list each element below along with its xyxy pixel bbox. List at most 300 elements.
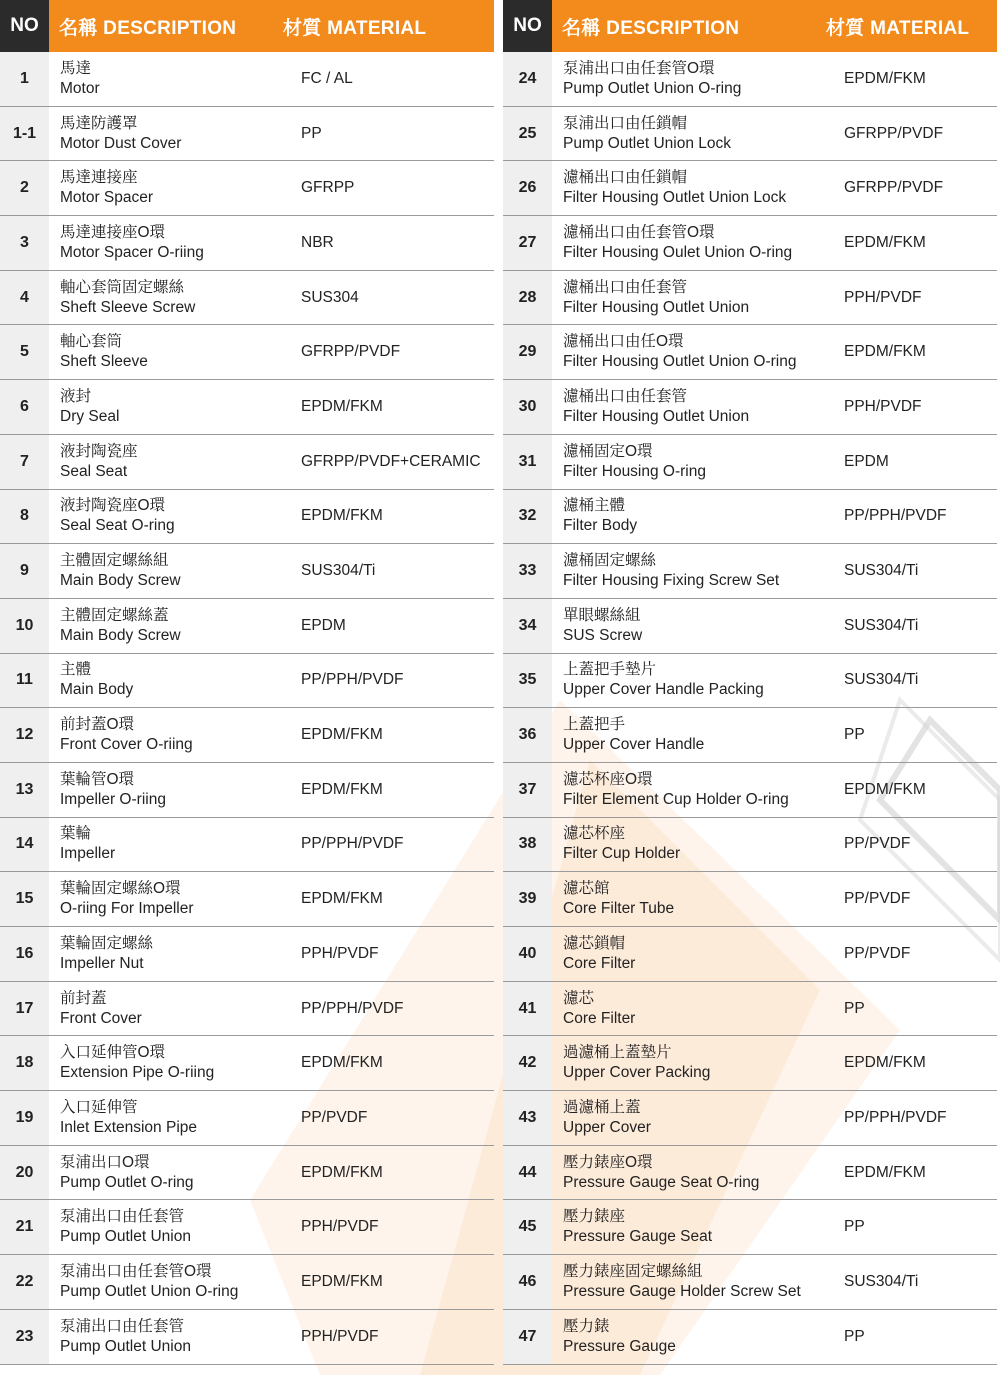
part-name-english: Sheft Sleeve [60,353,148,371]
part-name-english: Inlet Extension Pipe [60,1118,198,1136]
part-description [552,1255,844,1309]
part-name-english: Filter Housing Outlet Union [563,407,750,425]
part-name-chinese: 主體 [60,661,92,679]
part-description [552,380,844,434]
part-material: PP [844,1218,865,1236]
part-name-chinese: 液封 [60,387,92,405]
part-name-english: Core Filter [563,1009,636,1027]
table-row [503,763,997,818]
part-material: EPDM/FKM [844,1054,926,1072]
part-description [552,927,844,981]
part-description [552,325,844,379]
table-row [0,818,494,873]
table-row [0,982,494,1037]
table-row [0,872,494,927]
part-description [552,599,844,653]
part-name-chinese: 壓力錶座 [563,1208,626,1226]
part-material: PPH/PVDF [301,1218,379,1236]
part-description [49,872,301,926]
table-row [0,216,494,271]
table-row [0,1200,494,1255]
part-number: 11 [0,654,49,708]
part-name-english: Filter Body [563,517,638,535]
table-row [503,599,997,654]
part-name-english: Pump Outlet Union [60,1337,191,1355]
part-name-english: Motor Dust Cover [60,134,182,152]
part-name-english: Impeller [60,845,116,863]
part-material: EPDM/FKM [844,69,926,87]
part-name-chinese: 泵浦出口由任鎖帽 [563,114,688,132]
part-description [552,872,844,926]
part-material: PP/PPH/PVDF [301,835,404,853]
table-header-left [0,0,494,52]
part-name-english: Motor [60,79,100,97]
part-number: 32 [503,490,552,544]
part-number: 39 [503,872,552,926]
part-material: PP/PVDF [301,1108,368,1126]
part-name-english: Main Body Screw [60,626,181,644]
part-name-chinese: 泵浦出口O環 [60,1153,150,1171]
part-description [552,1200,844,1254]
part-description [552,1036,844,1090]
table-row [503,654,997,709]
table-row [503,982,997,1037]
part-description [49,490,301,544]
part-name-chinese: 入口延伸管O環 [60,1044,166,1062]
part-name-english: Filter Housing Fixing Screw Set [563,572,780,590]
part-name-english: Filter Cup Holder [563,845,681,863]
part-name-chinese: 過濾桶上蓋 [563,1098,641,1116]
part-description [49,1310,301,1364]
part-name-chinese: 葉輪管O環 [60,770,135,788]
part-name-chinese: 濾芯杯座O環 [563,770,653,788]
part-name-english: Seal Seat O-ring [60,517,175,535]
part-description [552,1146,844,1200]
part-number: 1 [0,52,49,106]
header-description: 名稱 DESCRIPTION [59,17,237,39]
part-description [49,1200,301,1254]
part-material: EPDM/FKM [301,890,383,908]
part-number: 16 [0,927,49,981]
part-name-chinese: 液封陶瓷座O環 [60,497,166,515]
part-number: 10 [0,599,49,653]
part-name-chinese: 馬達連接座O環 [60,223,166,241]
part-material: EPDM/FKM [844,343,926,361]
part-name-chinese: 濾桶主體 [563,497,626,515]
part-material: PPH/PVDF [301,1327,379,1345]
part-name-english: Main Body [60,681,134,699]
table-row [503,325,997,380]
part-material: SUS304 [301,288,359,306]
table-row [503,1310,997,1365]
part-material: PP [844,1327,865,1345]
part-name-chinese: 液封陶瓷座 [60,442,138,460]
part-number: 14 [0,818,49,872]
table-row [503,1255,997,1310]
part-number: 9 [0,544,49,598]
part-name-english: Impeller O-riing [60,790,166,808]
part-name-chinese: 壓力錶座固定螺絲組 [563,1262,703,1280]
table-row [0,1310,494,1365]
part-name-english: Main Body Screw [60,572,181,590]
part-number: 8 [0,490,49,544]
part-name-chinese: 濾桶出口由任鎖帽 [563,169,688,187]
part-description [552,654,844,708]
table-row [503,1146,997,1201]
part-name-english: Extension Pipe O-riing [60,1064,215,1082]
rows-right [503,52,997,1365]
part-number: 42 [503,1036,552,1090]
part-number: 21 [0,1200,49,1254]
part-number: 44 [503,1146,552,1200]
part-description [49,216,301,270]
part-number: 45 [503,1200,552,1254]
part-number: 43 [503,1091,552,1145]
part-name-english: Upper Cover [563,1118,651,1136]
part-material: EPDM [301,616,346,634]
part-name-english: Impeller Nut [60,954,144,972]
part-name-english: Upper Cover Handle Packing [563,681,764,699]
part-material: PP [301,124,322,142]
part-number: 7 [0,435,49,489]
part-description [49,380,301,434]
part-name-english: Pump Outlet Union Lock [563,134,732,152]
part-material: SUS304/Ti [844,562,919,580]
part-name-chinese: 軸心套筒 [60,333,123,351]
part-name-chinese: 上蓋把手 [563,716,626,734]
table-row [0,599,494,654]
part-description [49,1146,301,1200]
part-material: FC / AL [301,69,353,87]
part-name-chinese: 濾桶固定O環 [563,442,653,460]
part-number: 26 [503,161,552,215]
part-name-chinese: 軸心套筒固定螺絲 [60,278,185,296]
part-number: 41 [503,982,552,1036]
table-row [503,490,997,545]
table-row [503,927,997,982]
part-name-chinese: 濾芯 [563,989,595,1007]
part-material: EPDM/FKM [301,507,383,525]
part-name-english: Filter Housing O-ring [563,462,706,480]
header-material: 材質 MATERIAL [283,17,427,39]
part-description [552,982,844,1036]
part-description [49,544,301,598]
part-name-chinese: 壓力錶 [563,1317,610,1335]
table-row [503,52,997,107]
table-row [0,708,494,763]
header-description: 名稱 DESCRIPTION [562,17,740,39]
part-name-chinese: 葉輪固定螺絲 [60,934,154,952]
part-number: 20 [0,1146,49,1200]
part-name-english: Pressure Gauge Seat [563,1228,713,1246]
header-material: 材質 MATERIAL [826,17,970,39]
part-name-english: Seal Seat [60,462,128,480]
part-number: 47 [503,1310,552,1364]
part-number: 29 [503,325,552,379]
part-description [552,708,844,762]
part-name-english: Pump Outlet Union O-ring [563,79,742,97]
part-description [49,325,301,379]
table-row [0,52,494,107]
part-name-english: Filter Housing Oulet Union O-ring [563,243,793,261]
part-description [552,544,844,598]
part-number: 37 [503,763,552,817]
part-name-chinese: 濾桶出口由任套管 [563,278,688,296]
part-material: EPDM/FKM [844,233,926,251]
part-name-chinese: 泵浦出口由任套管O環 [60,1262,212,1280]
part-name-english: Dry Seal [60,407,120,425]
part-name-english: Core Filter Tube [563,900,675,918]
part-number: 33 [503,544,552,598]
table-row [0,763,494,818]
part-name-chinese: 泵浦出口由任套管 [60,1208,185,1226]
part-number: 25 [503,107,552,161]
part-material: PP/PVDF [844,835,911,853]
part-name-chinese: 馬達防護罩 [60,114,138,132]
part-description [49,1091,301,1145]
table-row [503,1200,997,1255]
part-name-chinese: 前封蓋O環 [60,716,135,734]
part-description [49,161,301,215]
part-name-chinese: 濾桶出口由任套管 [563,387,688,405]
part-number: 28 [503,271,552,325]
part-name-english: Pump Outlet O-ring [60,1173,194,1191]
part-description [49,654,301,708]
part-name-chinese: 入口延伸管 [60,1098,138,1116]
part-material: EPDM/FKM [301,780,383,798]
part-name-chinese: 濾桶固定螺絲 [563,552,657,570]
part-number: 46 [503,1255,552,1309]
part-material: PP/PPH/PVDF [301,671,404,689]
part-name-english: Pump Outlet Union [60,1228,191,1246]
part-material: EPDM/FKM [301,726,383,744]
part-name-chinese: 馬達 [60,59,92,77]
table-row [0,1146,494,1201]
part-name-english: Sheft Sleeve Screw [60,298,196,316]
part-material: EPDM/FKM [301,1163,383,1181]
part-description [49,1255,301,1309]
part-name-english: Motor Spacer [60,189,154,207]
part-material: PP/PPH/PVDF [844,1108,947,1126]
part-number: 38 [503,818,552,872]
part-material: PP/PVDF [844,944,911,962]
part-description [552,1310,844,1364]
part-name-chinese: 前封蓋 [60,989,107,1007]
table-row [0,107,494,162]
part-name-chinese: 單眼螺絲組 [563,606,641,624]
table-row [503,380,997,435]
part-description [49,1036,301,1090]
table-row [0,490,494,545]
part-material: EPDM/FKM [301,397,383,415]
part-description [552,490,844,544]
part-material: GFRPP/PVDF [844,179,944,197]
part-material: PP [844,726,865,744]
part-name-english: O-riing For Impeller [60,900,194,918]
header-no: NO [0,0,49,52]
part-name-english: Pump Outlet Union O-ring [60,1282,239,1300]
parts-table-left [0,0,494,1365]
part-number: 19 [0,1091,49,1145]
table-row [0,654,494,709]
part-name-chinese: 主體固定螺絲蓋 [60,606,169,624]
part-material: SUS304/Ti [844,671,919,689]
part-number: 23 [0,1310,49,1364]
part-material: PPH/PVDF [844,397,922,415]
part-number: 18 [0,1036,49,1090]
table-row [503,435,997,490]
part-material: EPDM/FKM [844,780,926,798]
part-name-chinese: 馬達連接座 [60,169,138,187]
part-material: SUS304/Ti [301,562,376,580]
part-name-chinese: 濾芯館 [563,880,610,898]
part-description [552,216,844,270]
part-number: 31 [503,435,552,489]
table-row [0,271,494,326]
part-name-english: Filter Housing Outlet Union Lock [563,189,787,207]
part-description [552,818,844,872]
part-description [49,708,301,762]
part-description [552,107,844,161]
table-row [503,271,997,326]
table-row [0,325,494,380]
part-number: 34 [503,599,552,653]
part-description [49,52,301,106]
table-row [503,544,997,599]
part-number: 1-1 [0,107,49,161]
part-description [552,435,844,489]
part-material: GFRPP [301,179,355,197]
table-row [503,216,997,271]
part-material: GFRPP/PVDF [301,343,401,361]
part-material: EPDM [844,452,889,470]
table-row [0,927,494,982]
part-number: 40 [503,927,552,981]
part-number: 30 [503,380,552,434]
part-material: PP [844,999,865,1017]
part-number: 13 [0,763,49,817]
part-material: PP/PPH/PVDF [301,999,404,1017]
part-number: 3 [0,216,49,270]
table-row [503,708,997,763]
part-name-english: SUS Screw [563,626,643,644]
part-name-english: Filter Element Cup Holder O-ring [563,790,789,808]
part-description [49,927,301,981]
part-description [552,161,844,215]
part-number: 6 [0,380,49,434]
part-material: PP/PPH/PVDF [844,507,947,525]
part-name-english: Pressure Gauge Holder Screw Set [563,1282,801,1300]
part-material: NBR [301,233,334,251]
part-number: 22 [0,1255,49,1309]
part-name-english: Filter Housing Outlet Union [563,298,750,316]
part-name-english: Pressure Gauge Seat O-ring [563,1173,760,1191]
part-name-chinese: 泵浦出口由任套管 [60,1317,185,1335]
table-header-right [503,0,997,52]
part-name-chinese: 葉輪 [60,825,92,843]
part-description [49,271,301,325]
header-no: NO [503,0,552,52]
table-row [0,161,494,216]
part-number: 35 [503,654,552,708]
part-name-chinese: 濾桶出口由任O環 [563,333,684,351]
part-name-chinese: 濾芯杯座 [563,825,626,843]
rows-left [0,52,494,1365]
part-material: PPH/PVDF [844,288,922,306]
part-name-chinese: 壓力錶座O環 [563,1153,653,1171]
part-number: 5 [0,325,49,379]
part-description [49,763,301,817]
table-row [0,1036,494,1091]
part-name-chinese: 上蓋把手墊片 [563,661,657,679]
part-name-chinese: 葉輪固定螺絲O環 [60,880,181,898]
part-name-english: Core Filter [563,954,636,972]
part-description [552,763,844,817]
part-name-english: Upper Cover Handle [563,736,705,754]
part-material: GFRPP/PVDF+CERAMIC [301,452,481,470]
part-number: 4 [0,271,49,325]
part-description [552,271,844,325]
part-material: PPH/PVDF [301,944,379,962]
part-name-chinese: 主體固定螺絲組 [60,552,169,570]
part-material: EPDM/FKM [301,1272,383,1290]
part-material: GFRPP/PVDF [844,124,944,142]
part-name-english: Upper Cover Packing [563,1064,711,1082]
table-row [503,161,997,216]
part-name-english: Pressure Gauge [563,1337,676,1355]
part-name-english: Front Cover [60,1009,142,1027]
part-number: 17 [0,982,49,1036]
table-row [503,818,997,873]
part-description [49,982,301,1036]
part-description [49,435,301,489]
part-material: EPDM/FKM [301,1054,383,1072]
table-row [0,544,494,599]
part-number: 27 [503,216,552,270]
part-name-english: Front Cover O-riing [60,736,193,754]
part-number: 15 [0,872,49,926]
part-number: 2 [0,161,49,215]
table-row [503,1091,997,1146]
part-number: 12 [0,708,49,762]
part-number: 36 [503,708,552,762]
parts-table-right [503,0,997,1365]
table-row [0,1255,494,1310]
part-description [49,818,301,872]
part-name-english: Filter Housing Outlet Union O-ring [563,353,797,371]
part-description [49,599,301,653]
part-name-chinese: 濾芯鎖帽 [563,934,626,952]
part-material: EPDM/FKM [844,1163,926,1181]
table-row [503,872,997,927]
part-name-chinese: 濾桶出口由任套管O環 [563,223,715,241]
table-row [503,1036,997,1091]
part-number: 24 [503,52,552,106]
table-row [0,435,494,490]
part-description [552,1091,844,1145]
table-row [0,380,494,435]
table-row [503,107,997,162]
part-material: SUS304/Ti [844,616,919,634]
part-name-english: Motor Spacer O-riing [60,243,204,261]
part-material: SUS304/Ti [844,1272,919,1290]
part-name-chinese: 泵浦出口由任套管O環 [563,59,715,77]
part-name-chinese: 過濾桶上蓋墊片 [563,1044,672,1062]
table-row [0,1091,494,1146]
part-description [552,52,844,106]
part-description [49,107,301,161]
part-material: PP/PVDF [844,890,911,908]
